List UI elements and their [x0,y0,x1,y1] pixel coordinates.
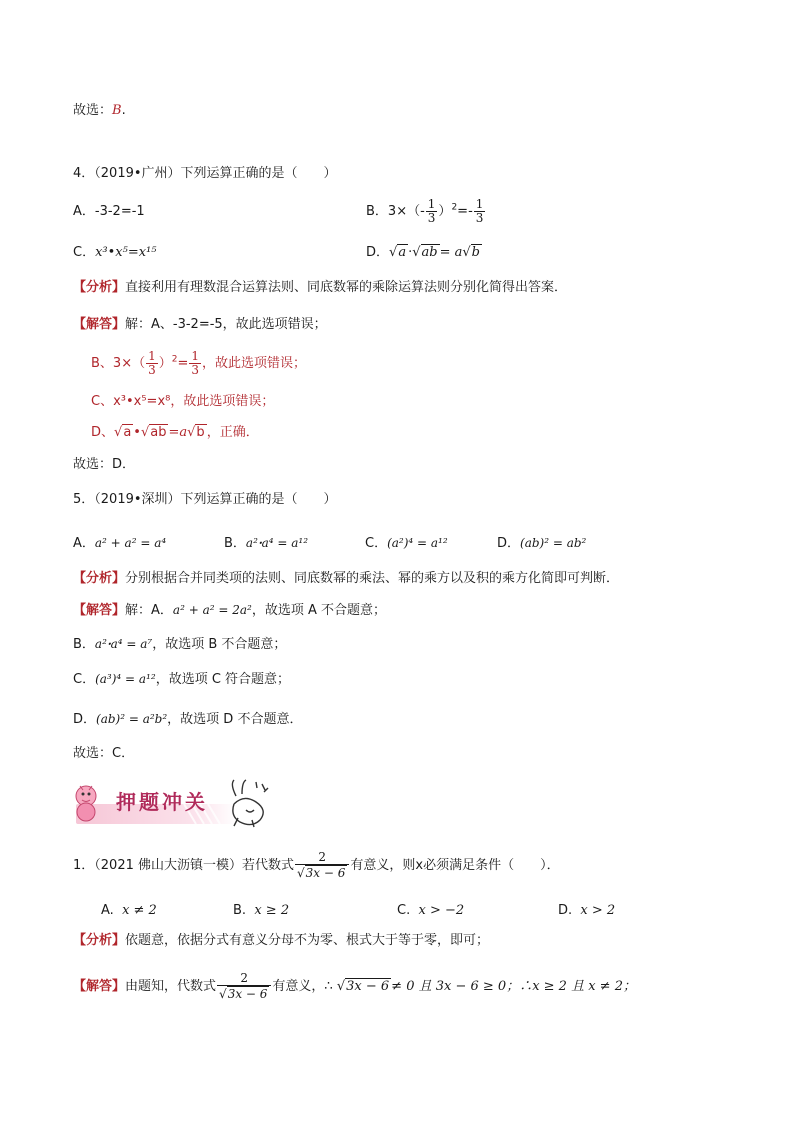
analysis-tag: 【分析】 [73,280,126,295]
p1-option-a: A. x ≠ 2 [101,903,157,918]
q4-solution-b: B、3×（ $\frac{1}{3}$ ）$^2$= $\frac{1}{3}$ ，故此选项错误； [91,349,307,377]
q5-option-c: C．(a²)⁴ = a¹² [365,536,448,551]
q5-answer: 故选：C． [73,746,135,761]
fraction: $\frac{1}{3}$ [148,349,156,377]
solution-tag: 【解答】 [73,979,126,994]
q5-solution-c: C．(a³)⁴ = a¹²，故选项 C 符合题意； [73,672,291,687]
analysis-tag: 【分析】 [73,571,126,586]
q5-option-b: B．a²ꞏa⁴ = a¹² [224,536,309,551]
solution-tag: 【解答】 [73,603,126,618]
q4-answer: 故选：D． [73,457,136,472]
q5-option-d: D．(ab)² = ab² [497,536,587,551]
solution-tag: 【解答】 [73,317,126,332]
q5-analysis: 【分析】分别根据合并同类项的法则、同底数幂的乘法、幂的乘方以及积的乘方化简即可判断． [73,571,620,586]
sqrt-sign: √ [462,245,471,260]
q5-solution-d: D．(ab)² = a²b²，故选项 D 不合题意． [73,712,303,727]
q4-solution: 【解答】解：A、-3-2=-5，故此选项错误； [73,317,327,332]
banner-title: 押题冲关 [116,790,208,814]
fraction-den: √3x − 6 [295,864,349,881]
answer-value: B [112,103,122,118]
rabbit-icon [232,780,268,827]
q4-option-d: D．√a ·√ab = a√b [366,245,480,260]
p1-analysis: 【分析】依题意，依据分式有意义分母不为零、根式大于等于零，即可； [73,933,490,948]
answer-line-3: 故选：B. [73,103,126,118]
q4-analysis: 【分析】直接利用有理数混合运算法则、同底数幂的乘除运算法则分别化简得出答案． [73,280,568,295]
answer-label: 故选： [73,103,113,118]
mascot-icon [76,786,96,821]
analysis-tag: 【分析】 [73,933,126,948]
q5-solution: 【解答】解：A．a² + a² = 2a²，故选项 A 不合题意； [73,603,386,618]
q4-option-c: C．x³•x⁵=x¹⁵ [73,245,157,260]
fraction: $\frac{2}{√3x - 6}$ [217,972,271,1002]
p1-option-b: B. x ≥ 2 [233,903,290,918]
p1-stem: 1．（2021 佛山大沥镇一模）若代数式 $\frac{2}{√3x - 6}$ 有意义，则x必须满足条件（ ）． [73,849,560,880]
fraction: $\frac{1}{3}$ [475,197,484,225]
fraction: $\frac{1}{3}$ [191,349,200,377]
fraction: $\frac{2}{√3x - 6}$ [295,851,349,881]
q4-stem: 4．（2019•广州）下列运算正确的是（ ） [73,166,337,181]
fraction: $\frac{1}{3}$ [427,197,436,225]
q4-option-b: B．3×（- $\frac{1}{3}$ ）$^2$=- $\frac{1}{3}$ [366,197,484,225]
sqrt-sign: √ [412,245,421,260]
q5-option-a: A．a² + a² = a⁴ [73,536,167,551]
q4-solution-d: D、√a •√ab =a√b ，正确． [91,425,259,440]
q4-option-a: A．-3-2=-1 [73,204,145,219]
q5-stem: 5．（2019•深圳）下列运算正确的是（ ） [73,492,337,507]
q5-solution-b: B．a²ꞏa⁴ = a⁷，故选项 B 不合题意； [73,637,287,652]
p1-option-c: C. x > −2 [397,903,465,918]
p1-option-d: D. x > 2 [558,903,616,918]
sqrt-sign: √ [389,245,398,260]
fraction-den: √3x − 6 [217,985,271,1002]
p1-solution: 【解答】由题知，代数式 $\frac{2}{√3x - 6}$ 有意义，∴ √3x − 6 ≠ 0 且 3x − 6 ≥ 0；∴x ≥ 2 且 x ≠ 2； [73,970,636,1001]
section-banner [66,774,286,830]
q4-solution-c: C、x³•x⁵=x⁸，故此选项错误； [91,394,275,409]
